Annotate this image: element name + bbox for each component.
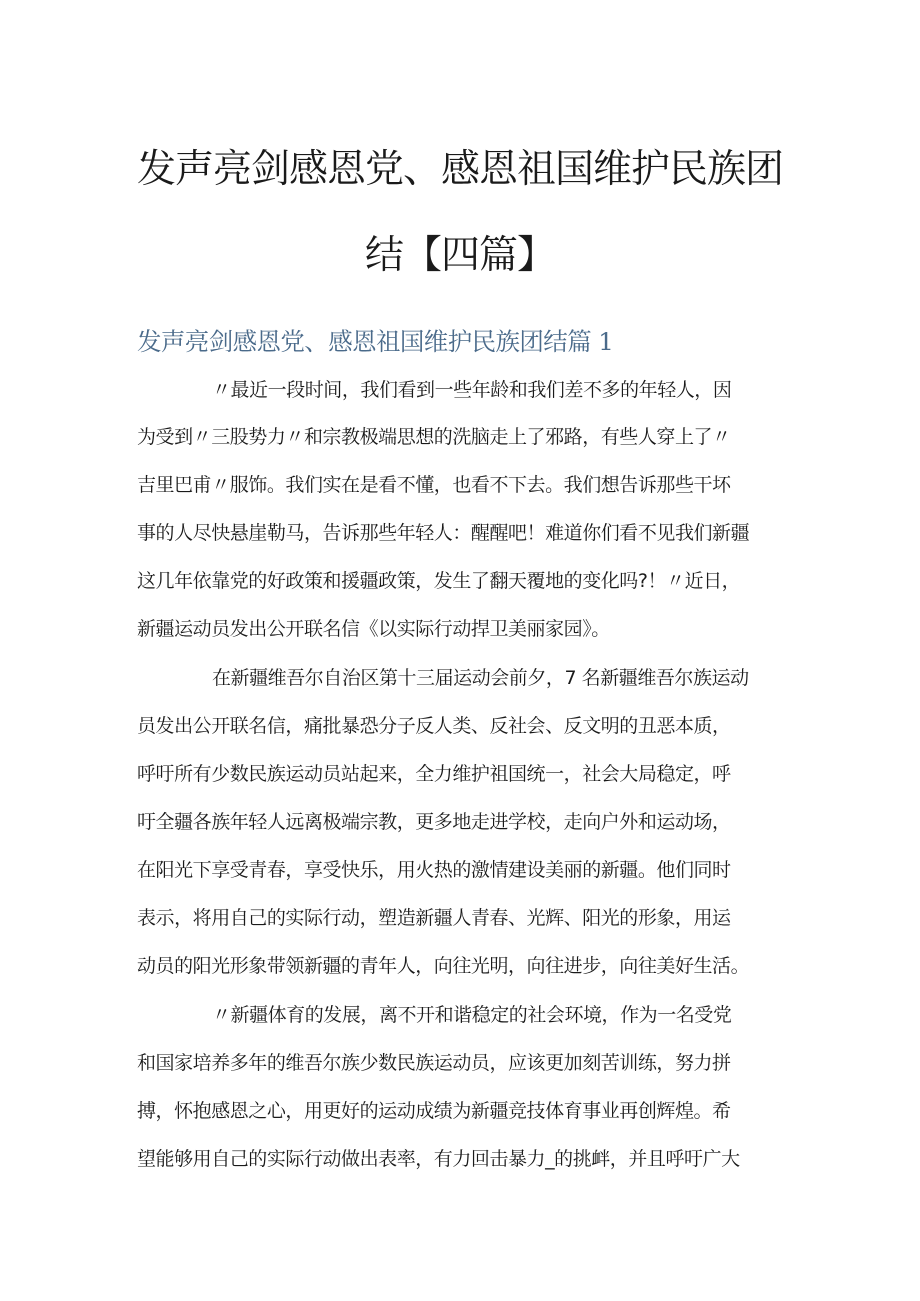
paragraph-3-line-3: 搏，怀抱感恩之心，用更好的运动成绩为新疆竞技体育事业再创辉煌。希 — [137, 1100, 731, 1122]
paragraph-2-line-5: 在阳光下享受青春，享受快乐，用火热的激情建设美丽的新疆。他们同时 — [137, 859, 731, 881]
document-title-line-1: 发声亮剑感恩党、感恩祖国维护民族团 — [136, 147, 783, 192]
paragraph-2-line-6: 表示，将用自己的实际行动，塑造新疆人青春、光辉、阳光的形象，用运 — [137, 907, 731, 929]
paragraph-1-line-5: 这几年依靠党的好政策和援疆政策，发生了翻天覆地的变化吗?！〃近日， — [137, 570, 741, 592]
paragraph-3-line-2: 和国家培养多年的维吾尔族少数民族运动员，应该更加刻苦训练，努力拼 — [137, 1052, 731, 1074]
paragraph-1-line-6: 新疆运动员发出公开联名信《以实际行动捍卫美丽家园》。 — [137, 618, 610, 640]
paragraph-3-line-1: 〃新疆体育的发展，离不开和谐稳定的社会环境，作为一名受党 — [212, 1004, 732, 1026]
paragraph-1-line-2: 为受到〃三股势力〃和宗教极端思想的洗脑走上了邪路，有些人穿上了〃 — [137, 426, 731, 448]
paragraph-2-line-1: 在新疆维吾尔自治区第十三届运动会前夕，7 名新疆维吾尔族运动 — [212, 667, 749, 689]
paragraph-2-line-2: 员发出公开联名信，痛批暴恐分子反人类、反社会、反文明的丑恶本质， — [137, 715, 731, 737]
paragraph-2-line-3: 呼吁所有少数民族运动员站起来，全力维护祖国统一，社会大局稳定，呼 — [137, 763, 731, 785]
paragraph-3-line-4: 望能够用自己的实际行动做出表率，有力回击暴力_的挑衅，并且呼吁广大 — [137, 1148, 740, 1170]
paragraph-1-line-4: 事的人尽快悬崖勒马，告诉那些年轻人：醒醒吧！难道你们看不见我们新疆 — [137, 522, 750, 544]
paragraph-2-line-4: 吁全疆各族年轻人远离极端宗教，更多地走进学校，走向户外和运动场， — [137, 811, 731, 833]
section-heading: 发声亮剑感恩党、感恩祖国维护民族团结篇 1 — [137, 327, 614, 356]
paragraph-1-line-1: 〃最近一段时间，我们看到一些年龄和我们差不多的年轻人，因 — [212, 379, 732, 401]
paragraph-2-line-7: 动员的阳光形象带领新疆的青年人，向往光明，向往进步，向往美好生活。 — [137, 955, 750, 977]
paragraph-1-line-3: 吉里巴甫〃服饰。我们实在是看不懂，也看不下去。我们想告诉那些干坏 — [137, 474, 731, 496]
document-title-line-2: 结【四篇】 — [364, 233, 555, 278]
